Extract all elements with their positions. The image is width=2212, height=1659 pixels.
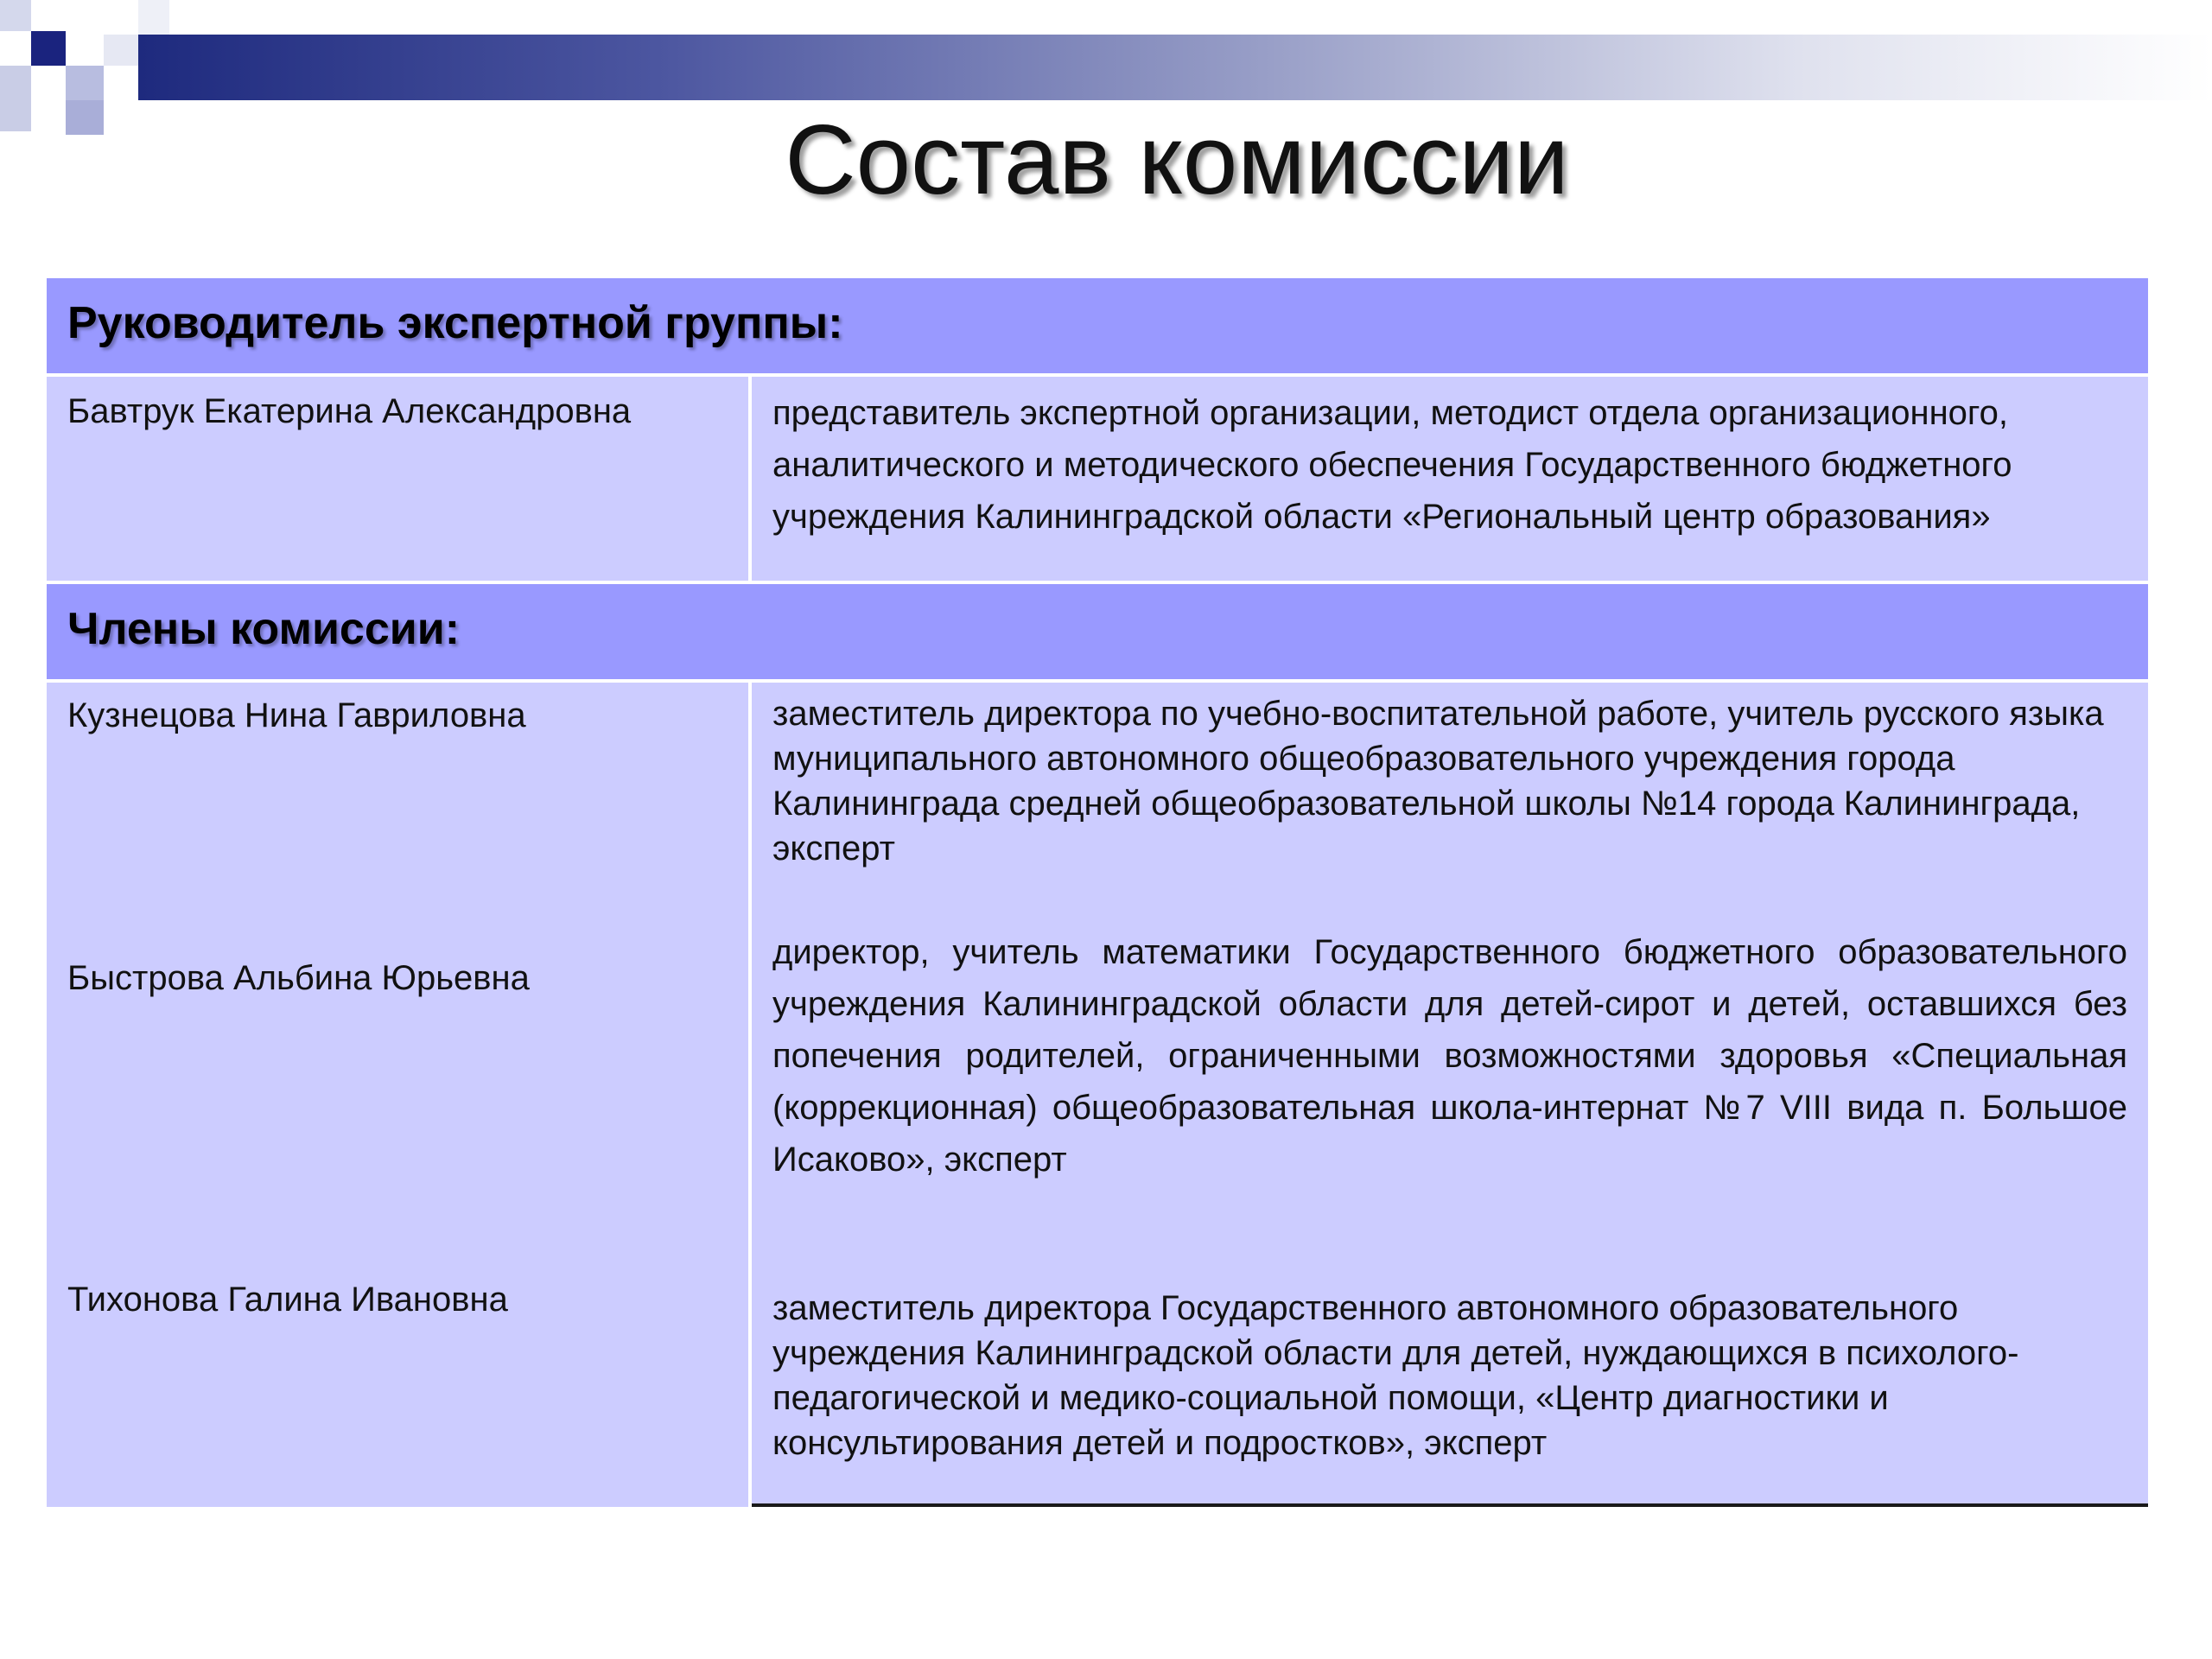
member-description: директор, учитель математики Государственного бюджетного образовательного учреждения Калининградской области для детей-сирот и детей, оставшихся без попечения родителей, ограниченными возможностями здоровья «Специальная (коррекционная) общеобразовательная школа-интернат №7 VIII вида п. Большое Исаково», эксперт — [772, 933, 2128, 1179]
decor-square — [0, 0, 31, 31]
members-section-header — [47, 584, 2148, 683]
decor-square — [138, 0, 169, 35]
member-name: Бавтрук Екатерина Александровна — [67, 392, 632, 430]
member-name: Тихонова Галина Ивановна — [67, 1281, 508, 1319]
decor-square — [66, 66, 104, 100]
member-name: Кузнецова Нина Гавриловна — [67, 696, 526, 734]
commission-table — [47, 278, 2148, 1507]
slide-title: Состав комиссии — [785, 105, 1569, 215]
lead-section-header — [47, 278, 2148, 377]
member-description: представитель экспертной организации, методист отдела организационного, аналитического и методического обеспечения Государственного бюджетного учреждения Калининградской области «Региональный центр образования» — [772, 394, 2012, 536]
member-name: Быстрова Альбина Юрьевна — [67, 959, 530, 997]
table-row — [47, 683, 2148, 1507]
lead-name-cell — [47, 377, 752, 584]
members-names-cell — [47, 683, 752, 1507]
member-description: заместитель директора Государственного автономного образовательного учреждения Калининградской области для детей, нуждающихся в психолого-педагогической и медико-социальной помощи, «Центр диагностики и консультирования детей и подростков», эксперт — [772, 1289, 2019, 1462]
member-description: заместитель директора по учебно-воспитательной работе, учитель русского языка муниципального автономного общеобразовательного учреждения города Калининграда средней общеобразовательной школы №14 города Калининграда, эксперт — [772, 695, 2104, 868]
members-section-title: Члены комиссии: — [67, 604, 461, 654]
lead-section-title: Руководитель экспертной группы: — [67, 298, 843, 348]
members-descriptions-cell — [752, 683, 2148, 1507]
header-gradient-bar — [138, 35, 2212, 100]
table-row — [47, 377, 2148, 584]
lead-description-cell — [752, 377, 2148, 584]
decor-square — [104, 35, 138, 66]
decor-square — [31, 31, 66, 66]
